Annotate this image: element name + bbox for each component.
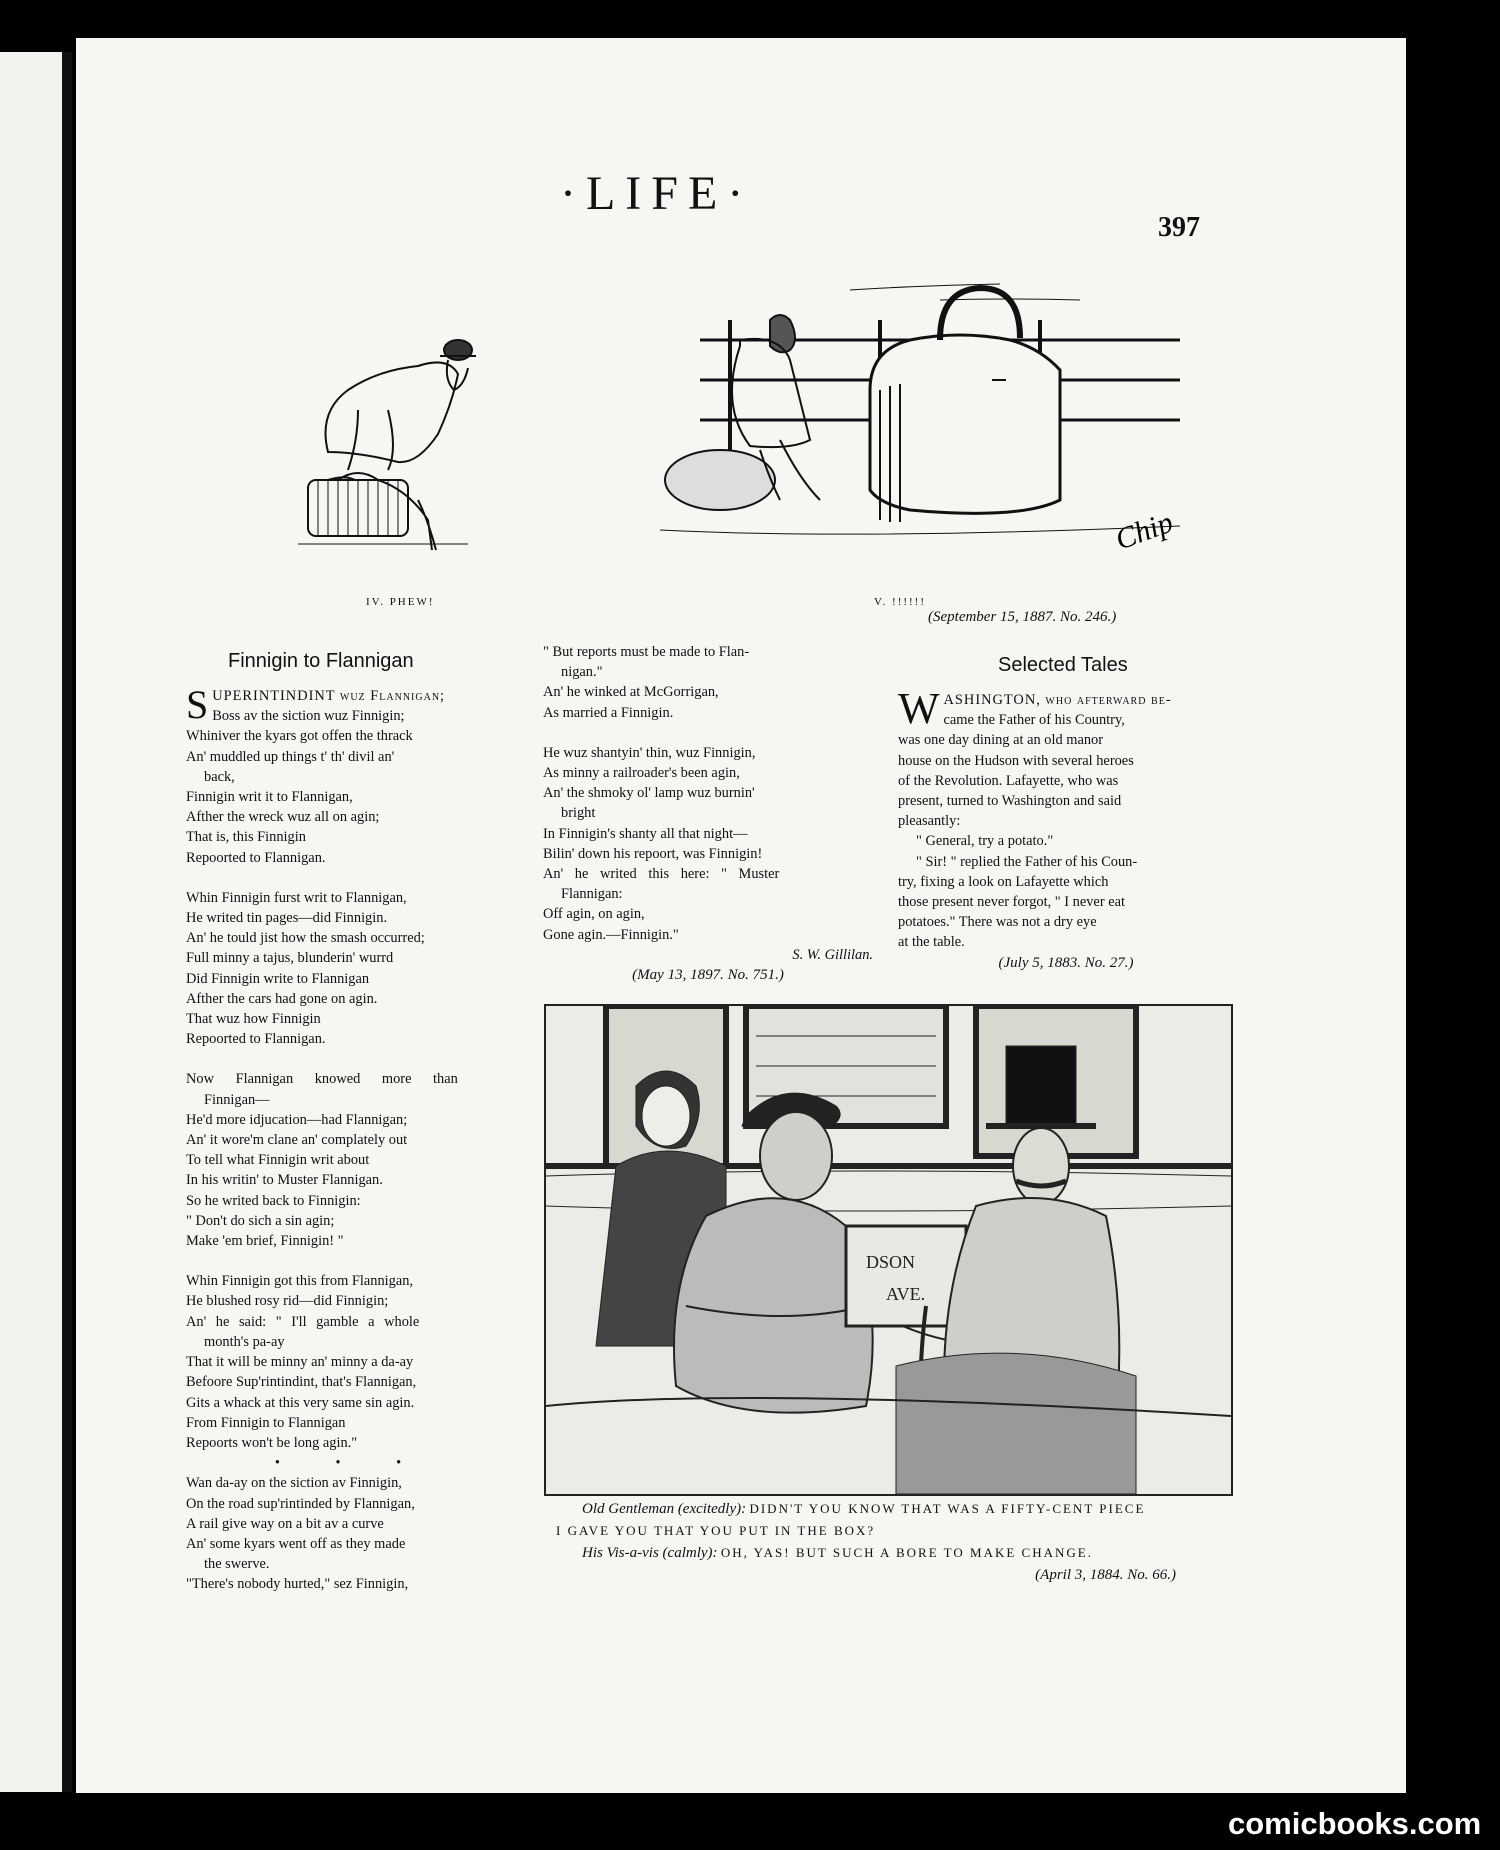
illustration-despair xyxy=(640,280,1220,580)
facing-page-edge xyxy=(0,52,62,1792)
poem-line: Flannigan: xyxy=(561,886,623,903)
poem-line: An' he writed this here: " Muster xyxy=(543,866,780,883)
poem-line: Bilin' down his repoort, was Finnigin! xyxy=(543,845,763,862)
poem-line: Wan da-ay on the siction av Finnigin, xyxy=(186,1475,402,1492)
tales-line: ASHINGTON, who afterward be- xyxy=(943,692,1172,708)
poem-line: Did Finnigin write to Flannigan xyxy=(186,970,370,987)
cartoon-line-1a: DIDN'T YOU KNOW THAT WAS A FIFTY-CENT PIECE xyxy=(749,1501,1146,1516)
poem-line: An' he said: " I'll gamble a whole xyxy=(186,1313,420,1330)
scan-border xyxy=(1406,40,1500,1795)
poem-line: Befoore Sup'rintindint, that's Flannigan, xyxy=(186,1374,417,1391)
poem-line: Off agin, on agin, xyxy=(543,906,645,923)
poem-line: So he writed back to Finnigin: xyxy=(186,1192,361,1209)
tales-line: of the Revolution. Lafayette, who was xyxy=(898,772,1119,789)
poem-line: An' some kyars went off as they made xyxy=(186,1535,406,1552)
poem-line: Whiniver the kyars got offen the thrack xyxy=(186,728,413,745)
cartoon-speaker-1: Old Gentleman (excitedly): xyxy=(582,1501,747,1517)
poem-line: An' he winked at McGorrigan, xyxy=(543,684,719,701)
poem-line: Finnigan— xyxy=(204,1091,270,1108)
tales-line: those present never forgot, " I never eat xyxy=(898,894,1125,911)
poem-line: Repoorted to Flannigan. xyxy=(186,849,326,866)
cartoon-line-2: OH, YAS! BUT SUCH A BORE TO MAKE CHANGE. xyxy=(720,1545,1093,1560)
poem-line: Boss av the siction wuz Finnigin; xyxy=(212,708,405,725)
poem-line: " Don't do sich a sin agin; xyxy=(186,1212,335,1229)
tales-line: came the Father of his Country, xyxy=(943,712,1125,729)
poem-line: An' the shmoky ol' lamp wuz burnin' xyxy=(543,785,755,802)
poem-title: Finnigin to Flannigan xyxy=(228,650,414,672)
poem-line: That it will be minny an' minny a da-ay xyxy=(186,1354,414,1371)
poem-line: He wuz shantyin' thin, wuz Finnigin, xyxy=(543,744,756,761)
tales-line: " Sir! " replied the Father of his Coun- xyxy=(916,853,1138,870)
cartoon-line-1b: I GAVE YOU THAT YOU PUT IN THE BOX? xyxy=(556,1523,876,1538)
poem-line: "There's nobody hurted," sez Finnigin, xyxy=(186,1576,409,1593)
poem-line: That is, this Finnigin xyxy=(186,829,306,846)
poem-line: To tell what Finnigin writ about xyxy=(186,1152,370,1169)
poem-line: Make 'em brief, Finnigin! " xyxy=(186,1233,344,1250)
poem-line: That wuz how Finnigin xyxy=(186,1011,321,1028)
poem-line: An' it wore'm clane an' complately out xyxy=(186,1132,408,1149)
poem-line: Repoorted to Flannigan. xyxy=(186,1031,326,1048)
poem-line: Afther the wreck wuz all on agin; xyxy=(186,809,380,826)
tales-line: potatoes." There was not a dry eye xyxy=(898,914,1097,931)
poem-line: Finnigin writ it to Flannigan, xyxy=(186,789,353,806)
poem-line: He'd more idjucation—had Flannigan; xyxy=(186,1111,408,1128)
tales-dateline: (July 5, 1883. No. 27.) xyxy=(998,954,1134,971)
caption-iv: IV. PHEW! xyxy=(366,596,435,608)
poem-line: Repoorts won't be long agin." xyxy=(186,1434,358,1451)
poem-line: back, xyxy=(204,768,235,785)
cartoon-speaker-2: His Vis-a-vis (calmly): xyxy=(582,1545,718,1561)
poem-line: Whin Finnigin got this from Flannigan, xyxy=(186,1273,414,1290)
illustration-signature: Chip xyxy=(1111,505,1178,557)
poem-line: Whin Finnigin furst writ to Flannigan, xyxy=(186,889,407,906)
illustration-phew xyxy=(268,330,498,560)
poem-line: An' he tould jist how the smash occurred; xyxy=(186,930,425,947)
page-number: 397 xyxy=(1158,212,1200,243)
poem-line: In Finnigin's shanty all that night— xyxy=(543,825,748,842)
book-spine xyxy=(62,52,72,1792)
section-break-stars: • • • xyxy=(274,1455,428,1472)
carriage-cartoon-drawing xyxy=(546,1006,1231,1494)
dateline-illustrations: (September 15, 1887. No. 246.) xyxy=(928,609,1117,625)
tales-line: " General, try a potato." xyxy=(916,833,1054,850)
cartoon-dateline: (April 3, 1884. No. 66.) xyxy=(1035,1567,1176,1583)
poem-column-1 xyxy=(186,682,516,1595)
tales-line: was one day dining at an old manor xyxy=(898,732,1104,749)
site-watermark: comicbooks.com xyxy=(1228,1806,1482,1841)
tales-line: pleasantly: xyxy=(898,813,961,830)
poem-line: Gits a whack at this very same sin agin. xyxy=(186,1394,415,1411)
poem-line: He blushed rosy rid—did Finnigin; xyxy=(186,1293,389,1310)
caption-v: V. !!!!!! xyxy=(874,596,927,608)
poem-line: nigan." xyxy=(561,664,603,681)
poem-line: As married a Finnigin. xyxy=(543,704,674,721)
poem-dateline: (May 13, 1897. No. 751.) xyxy=(632,967,784,984)
tales-line: at the table. xyxy=(898,934,965,951)
poem-line: UPERINTINDINT wuz Flannigan; xyxy=(212,688,446,704)
poem-line: Afther the cars had gone on agin. xyxy=(186,990,378,1007)
poem-line: A rail give way on a bit av a curve xyxy=(186,1515,384,1532)
poem-line: Gone agin.—Finnigin." xyxy=(543,926,679,943)
poem-line: On the road sup'rintinded by Flannigan, xyxy=(186,1495,415,1512)
poem-line: the swerve. xyxy=(204,1556,270,1573)
poem-line: From Finnigin to Flannigan xyxy=(186,1414,346,1431)
poem-line: " But reports must be made to Flan- xyxy=(543,644,750,660)
box-label-line-1: DSON xyxy=(866,1252,916,1272)
poem-line: Full minny a tajus, blunderin' wurrd xyxy=(186,950,394,967)
poem-dropcap: S xyxy=(186,682,209,727)
tales-line: present, turned to Washington and said xyxy=(898,793,1122,810)
tales-dropcap: W xyxy=(898,684,940,733)
poem-line: Now Flannigan knowed more than xyxy=(186,1071,458,1088)
cartoon-caption xyxy=(556,1498,1236,1586)
tales-line: house on the Hudson with several heroes xyxy=(898,752,1134,769)
poem-column-2 xyxy=(543,642,873,985)
poem-line: month's pa-ay xyxy=(204,1333,285,1350)
tales-title: Selected Tales xyxy=(998,654,1128,676)
tales-column xyxy=(898,684,1234,973)
poem-line: An' muddled up things t' th' divil an' xyxy=(186,748,395,765)
poem-line: bright xyxy=(561,805,596,822)
poem-line: As minny a railroader's been agin, xyxy=(543,765,740,782)
poem-line: In his writin' to Muster Flannigan. xyxy=(186,1172,383,1189)
masthead: ·LIFE· xyxy=(560,167,754,220)
poem-author: S. W. Gillilan. xyxy=(792,946,873,963)
poem-line: He writed tin pages—did Finnigin. xyxy=(186,910,388,927)
carriage-cartoon xyxy=(544,1004,1233,1496)
box-label-line-2: AVE. xyxy=(886,1284,926,1304)
tales-line: try, fixing a look on Lafayette which xyxy=(898,873,1109,890)
